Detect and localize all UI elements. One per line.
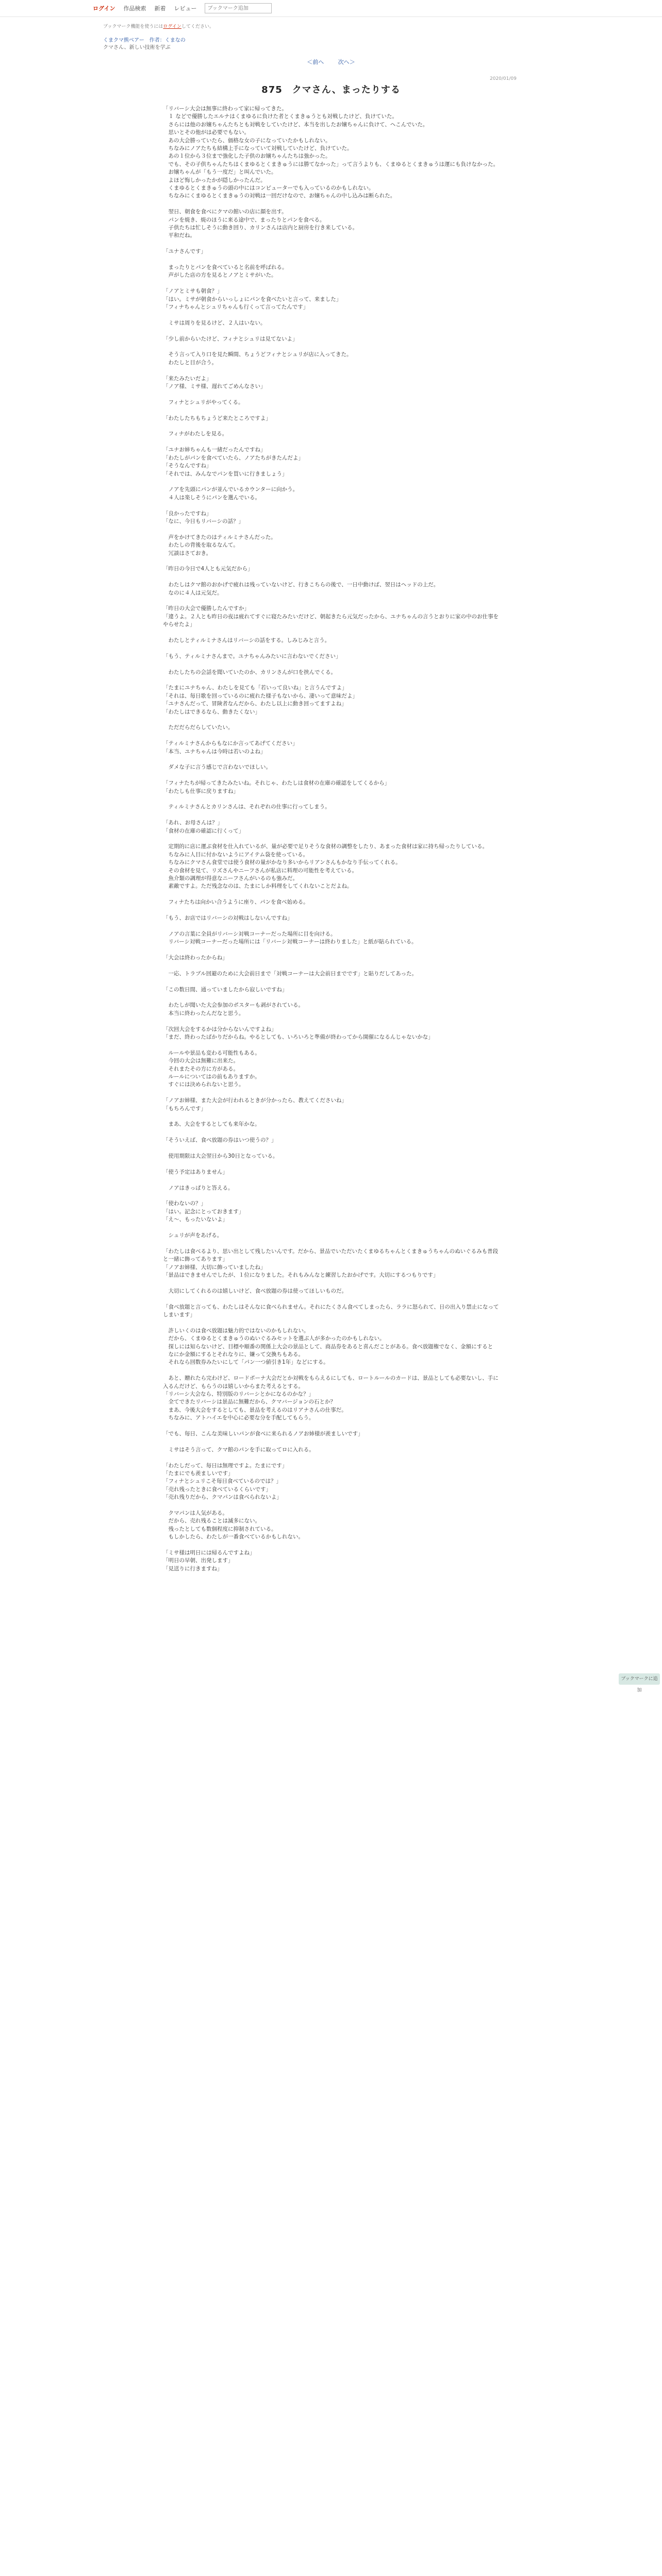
body-paragraph — [163, 1041, 503, 1049]
body-paragraph — [163, 478, 503, 486]
body-paragraph: 「もちろんです」 — [163, 1105, 206, 1112]
body-paragraph: 「リバーシ大会なら、特別版のリバーシとかになるのかな？」 — [163, 1391, 314, 1398]
body-paragraph — [163, 557, 503, 565]
post-date: 2020/01/09 — [490, 76, 517, 81]
body-paragraph — [163, 1176, 503, 1184]
body-paragraph — [163, 978, 503, 986]
prev-page-link[interactable]: ＜前へ — [307, 59, 324, 65]
chapter-subtitle: クマさん、新しい技術を学ぶ — [103, 45, 171, 50]
body-paragraph — [163, 716, 503, 724]
body-paragraph: 「でも、毎日、こんな美味しいパンが食べに来られるノアお姉様が羨ましいです」 — [163, 1431, 363, 1437]
body-paragraph: よほど悔しかったかが隠しかったんだ。 — [163, 177, 266, 183]
body-paragraph: 探しには知らないけど、目標や順番の関係上大会の景品として、商品券をあると喜んだことがある。食べ放題権でなく、金額にすると — [163, 1343, 493, 1350]
body-paragraph: 「昨日の大会で優勝したんですか」 — [163, 605, 250, 612]
body-paragraph: もしかしたら、わたしが一番食べているかもしれない。 — [163, 1534, 304, 1540]
bookmark-button[interactable]: ブックマークに追加 — [619, 1673, 660, 1685]
body-paragraph: なにか金額にするとそれなりに、嫌って交換ちもある。 — [163, 1351, 304, 1358]
body-paragraph: 「景品はできませんでしたが、１位になりました。それもみんなと練習したおかげです。大切にするつもりです」 — [163, 1272, 439, 1278]
body-paragraph: ルールや景品も変わる可能性もある。 — [163, 1049, 260, 1056]
body-paragraph — [163, 1018, 503, 1025]
body-paragraph — [163, 367, 503, 375]
body-paragraph: 「そうなんですね」 — [163, 463, 212, 469]
body-paragraph: ちなみに人目に付かないようにアイテム袋を使っている。 — [163, 851, 309, 858]
body-paragraph: 「はい。ミサが朝食からいっしょにパンを食べたいと言って、来ました」 — [163, 296, 342, 302]
body-paragraph: 本当に終わったんだなと思う。 — [163, 1010, 244, 1016]
body-paragraph: 「フィナちゃんとシュリちゃんも行くって言ってたんです」 — [163, 304, 309, 311]
body-paragraph: 「使わないの？」 — [163, 1200, 206, 1207]
body-paragraph: 「使う予定はありません」 — [163, 1168, 228, 1175]
body-paragraph — [163, 1279, 503, 1287]
body-paragraph: 「ユナお姉ちゃんも一緒だったんですね」 — [163, 447, 266, 453]
body-paragraph: ちなみにくまゆるとくまきゅうの対戦は一回だけなので、お嬢ちゃんの中し込みは断られた。 — [163, 193, 396, 199]
body-paragraph: 残ったとしても数個程度に抑制されている。 — [163, 1526, 277, 1532]
body-paragraph — [163, 1422, 503, 1430]
body-paragraph: それなら回数券みたいにして「パン一つ値引き1年」などにする。 — [163, 1359, 329, 1366]
body-paragraph — [163, 526, 503, 533]
body-paragraph: だから、くまゆるとくまきゅうのぬいぐるみセットを選ぶ人が多かったのかもしれない。 — [163, 1335, 385, 1342]
notice-suffix: してください。 — [181, 24, 214, 29]
body-paragraph: 「ユナさんだって、冒険者なんだから、わたし以上に動き回ってますよね」 — [163, 701, 347, 707]
body-paragraph: 平和だね。 — [163, 232, 195, 239]
body-paragraph — [163, 946, 503, 954]
body-paragraph — [163, 343, 503, 351]
body-paragraph — [163, 772, 503, 779]
body-paragraph: ちなみにクマさん食堂では使う食材の量がかなり多いからリアンさんもかなり手伝ってくれる。 — [163, 859, 401, 866]
body-paragraph: １ などで優勝したエルナはくまゆるに負けた者とくまきゅうとも対戦したけど、負けていた。 — [163, 113, 398, 120]
body-paragraph — [163, 312, 503, 319]
body-paragraph: ダメな子に言う感じで言わないでほしい。 — [163, 764, 271, 771]
body-paragraph — [163, 629, 503, 637]
body-paragraph — [163, 1502, 503, 1510]
body-paragraph: 「明日の早朝、出発します」 — [163, 1557, 234, 1564]
body-paragraph: 「食材の在庫の確認に行くって」 — [163, 827, 244, 834]
next-page-link[interactable]: 次へ＞ — [338, 59, 355, 65]
body-paragraph: まったりとパンを食べていると名前を呼ばれる。 — [163, 264, 288, 271]
body-paragraph — [163, 1192, 503, 1200]
body-paragraph: お嬢ちゃんが「もう一度だ」と叫んでいた。 — [163, 169, 277, 176]
body-paragraph — [163, 1454, 503, 1462]
body-paragraph: 「フィナとシュリこそ毎日食べているのでは？」 — [163, 1478, 282, 1485]
body-paragraph: ルールについてはの前もありますか。 — [163, 1073, 260, 1080]
body-paragraph — [163, 645, 503, 652]
body-paragraph: その食材を見て、リズさんやニーフさんが私店に料理の可能性を考えている。 — [163, 867, 358, 874]
body-paragraph: 「あれ、お母さんは？」 — [163, 820, 223, 826]
body-paragraph: 「わたしがパンを食べていたら、ノアたちがきたんだよ」 — [163, 454, 304, 461]
notice-login-link[interactable]: ログイン — [163, 24, 181, 29]
body-paragraph: ミサはそう言って、クマ館のパンを手に取ってロに入れる。 — [163, 1446, 315, 1453]
body-paragraph: 「良かったですね」 — [163, 510, 212, 517]
body-paragraph: わたしと目が合う。 — [163, 359, 217, 366]
body-paragraph: ただだらだらしていたい。 — [163, 724, 234, 731]
series-author-link[interactable]: くまクマ熊ベアー 作者：くまなの — [103, 38, 186, 43]
body-paragraph: 「この数日間、通っていましたから寂しいですね」 — [163, 986, 288, 993]
body-paragraph — [163, 835, 503, 843]
body-paragraph: 「もう、ティルミナさんまで。ユナちゃんみたいに言わないでください」 — [163, 653, 341, 659]
body-paragraph: 大切にしてくれるのは嬉しいけど、食べ放題の券は使ってほしいものだ。 — [163, 1287, 347, 1294]
body-paragraph: 「わたしだって、毎日は無理ですよ。たまにです」 — [163, 1462, 288, 1469]
body-paragraph: わたしの背後を取るなんて。 — [163, 542, 239, 549]
body-paragraph — [163, 795, 503, 803]
body-paragraph — [163, 1438, 503, 1446]
body-paragraph: 「次回大会をするかは分からないんですよね」 — [163, 1026, 277, 1032]
body-paragraph: ちなみにノアたちも結構上手になっていて対戦していたけど、負けていた。 — [163, 145, 353, 152]
body-paragraph: フィナがわたしを見る。 — [163, 431, 228, 437]
body-paragraph: 「それは、毎日歌を回っているのに疲れた様子もないから、凄いって意味だよ」 — [163, 692, 358, 699]
body-paragraph — [163, 922, 503, 930]
body-paragraph: 「ティルミナさんからもなにか言ってあげてください」 — [163, 740, 298, 747]
body-paragraph: 「わたしは食べるより、思い出として残したいんです。だから、景品でいただいたくまゆるちゃんとくまきゅうちゃんのぬいぐるみも普段と一緒に飾ってあります」 — [163, 1248, 499, 1263]
body-paragraph — [163, 406, 503, 414]
body-paragraph — [163, 907, 503, 914]
body-paragraph — [163, 1089, 503, 1097]
body-paragraph — [163, 391, 503, 399]
body-paragraph: だから、売れ残ることは滅多にない。 — [163, 1518, 260, 1524]
search-input[interactable] — [205, 3, 272, 13]
nav-search-link[interactable]: 作品検索 — [123, 5, 146, 12]
body-paragraph: 「昨日の今日で4人とも元気だから」 — [163, 566, 253, 572]
body-paragraph: 「わたしはできるなら、動きたくない」 — [163, 708, 260, 715]
body-paragraph: 許しいくのは食べ放題は魅力的ではないのかもしれない。 — [163, 1327, 309, 1334]
body-paragraph: 「まだ、終わったばかりだからね。やるとしても、いろいろと準備が終わってから開催になるんじゃないかな」 — [163, 1033, 434, 1040]
body-paragraph: まあ、今後大会をするとしても、景品を考えるのはリアナさんの仕事だ。 — [163, 1406, 347, 1413]
body-paragraph: シュリが声をあげる。 — [163, 1232, 223, 1239]
body-paragraph: クマパンは人気がある。 — [163, 1510, 228, 1517]
body-paragraph — [163, 962, 503, 970]
body-paragraph: なのに４人は元気だ。 — [163, 589, 223, 596]
body-paragraph: ノアを先頭にパンが並んでいるカウンターに向かう。 — [163, 486, 299, 493]
body-paragraph: 一応、トラブル回避のために大会前日まで「対戦コーナーは大会前日までです」と貼りだしてあった。 — [163, 970, 417, 977]
body-paragraph: 「え～、もったいないよ」 — [163, 1216, 228, 1223]
body-paragraph: 「見送りに行きますね」 — [163, 1565, 223, 1572]
body-paragraph: 声をかけてきたのはティルミナさんだった。 — [163, 534, 276, 540]
body-paragraph — [163, 811, 503, 819]
body-paragraph: わたしたちの会話を聞いていたのか、カリンさんが口を挟んでくる。 — [163, 669, 336, 675]
body-paragraph — [163, 422, 503, 430]
novel-body — [163, 105, 503, 2576]
body-paragraph: 翌日、朝食を食べにクマの館いの店に顔を出す。 — [163, 209, 287, 215]
nav-review-link[interactable]: レビュー — [174, 5, 197, 12]
body-paragraph: 「ノア様、ミサ様、遅れてごめんなさい」 — [163, 383, 266, 390]
body-paragraph: わたしとティルミナさんはリバーシの話をする。しみじみと言う。 — [163, 637, 330, 643]
body-paragraph: 冗談はさておき。 — [163, 550, 212, 556]
body-paragraph: 定期的に店に運ぶ食材を仕入れているが、量が必要で足りそうな食材の調整をしたり、あまった食材は家に持ち帰ったりしている。 — [163, 843, 488, 850]
body-paragraph: 「わたしたちもちょうど来たところですよ」 — [163, 415, 271, 421]
body-paragraph — [163, 1113, 503, 1121]
body-paragraph: パンを焼き、焼のほうに来る途中で、まったりとパンを食べる。 — [163, 216, 325, 223]
body-paragraph — [163, 256, 503, 264]
body-paragraph: 「本当、ユナちゃんは今時は若いのよね」 — [163, 748, 266, 755]
body-paragraph: リバーシ対戦コーナーだった場所には「リバーシ対戦コーナーは終わりました」と紙が貼られている。 — [163, 939, 417, 945]
body-paragraph: 「リバーシ大会は無事に終わって家に帰ってきた。 — [163, 106, 287, 112]
body-paragraph: 「違うよ。２人とも昨日の夜は疲れてすぐに寝たみたいだけど、朝起きたら元気だったから、ユナちゃんの言うとおりに家の中のお仕事をやらせたよ」 — [163, 613, 499, 628]
body-paragraph: 使用期限は大会翌日から30日となっている。 — [163, 1153, 278, 1159]
body-paragraph — [163, 756, 503, 764]
body-paragraph — [163, 438, 503, 446]
body-paragraph — [163, 1240, 503, 1247]
body-paragraph: フィナたちは向かい合うように座り、パンを食べ始める。 — [163, 899, 309, 906]
nav-new-link[interactable]: 新着 — [154, 5, 166, 12]
site-header — [0, 0, 662, 17]
body-paragraph: 「なに、今日もリバーシの話？」 — [163, 518, 244, 524]
header-nav — [93, 3, 272, 13]
body-paragraph: 魚介類の調理が得意なニーフさんがいるのも強みだ。 — [163, 875, 298, 882]
body-paragraph: ノアの言葉に全員がリバーシ対戦コーナーだった場所に目を向ける。 — [163, 930, 336, 937]
body-paragraph: あの１位から３位まで強化した子供のお嬢ちゃんたちは強かった。 — [163, 153, 331, 160]
body-paragraph: でも、その子供ちゃんたちはくまゆるとくまきゅうには勝てなかった」って言うよりも、くまゆるとくまきゅうは運にも負けなかった。 — [163, 161, 499, 167]
login-link[interactable]: ログイン — [93, 5, 115, 12]
body-paragraph — [163, 240, 503, 248]
pager-top — [0, 58, 662, 66]
body-paragraph: 「それでは、みんなでパンを買いに行きましょう」 — [163, 470, 288, 477]
body-paragraph: 今回の大会は無難に出来た。 — [163, 1058, 239, 1064]
body-paragraph: 声がした店の方を見るとノアとミサがいた。 — [163, 272, 277, 279]
body-paragraph: 「ノアとミサも朝食？」 — [163, 288, 223, 295]
body-paragraph — [163, 597, 503, 605]
body-paragraph: 思いとその他がは必要でもない。 — [163, 129, 250, 136]
body-paragraph: フィナとシュリがやってくる。 — [163, 399, 244, 405]
body-paragraph: ４人は楽しそうにパンを選んでいる。 — [163, 494, 260, 501]
body-paragraph — [163, 994, 503, 1002]
body-paragraph: 「ミサ様は明日には帰るんですよね」 — [163, 1550, 255, 1556]
body-paragraph: さらには他のお嬢ちゃんたちとも対戦をしていたけど、本当を出したお嬢ちゃんに負けて、ヘこんでいた。 — [163, 121, 428, 128]
body-paragraph: わたしはクマ館のおかげで疲れは残っていないけど、行きこちらの後で、一日中動けば、翌日はヘッドの上だ。 — [163, 582, 439, 588]
body-paragraph — [163, 1319, 503, 1327]
body-paragraph: 「売れ残りだから、クマパンは食べられないよ」 — [163, 1494, 282, 1501]
episode-title: 875 クマさん、まったりする — [261, 84, 401, 95]
body-paragraph: あの大会勝っていたら、価格な女の子になっていたかもしれない。 — [163, 137, 331, 144]
body-paragraph — [163, 1145, 503, 1153]
body-paragraph: そう言って入り口を見た瞬間、ちょうどフィナとシュリが店に入ってきた。 — [163, 351, 352, 358]
body-paragraph — [163, 1367, 503, 1375]
body-paragraph — [163, 280, 503, 287]
body-paragraph: 「大会は終わったからね」 — [163, 954, 228, 961]
body-paragraph — [163, 676, 503, 684]
body-paragraph: くまゆるとくまきゅうの頭の中にはコンピューターでも入っているのかもしれない。 — [163, 185, 374, 192]
body-paragraph — [163, 573, 503, 581]
series-info — [103, 37, 186, 52]
body-paragraph: 「食べ放題と言っても、わたしはそんなに食べられません。それにたくさん食べてしまったら、ララに怒られて、日の出入り禁止になってしまいます」 — [163, 1303, 499, 1318]
body-paragraph: ちなみに、アトハイエを中心に必要な分を手配してもらう。 — [163, 1415, 315, 1421]
body-paragraph: わたしが聞いた大会参加のポスターも剥がされている。 — [163, 1002, 304, 1009]
body-paragraph: 子供たちは忙しそうに動き回り、カリンさんは店内と厨房を行き来している。 — [163, 225, 358, 231]
body-paragraph: 全てできたリバーシは景品に無難だから、クマバージョンの石とか？ — [163, 1399, 336, 1405]
body-paragraph: 「たまにユナちゃん、わたしを見ても「若いって良いね」と言うんですよ」 — [163, 685, 347, 691]
notice-prefix: ブックマーク機能を使うには — [103, 24, 163, 29]
body-paragraph: 「もう、お店ではリバーシの対戦はしないんですね」 — [163, 914, 293, 921]
body-paragraph: 「そういえば、食べ放題の券はいつ使うの？」 — [163, 1137, 277, 1144]
body-paragraph: 「ノアお姉様、大切に飾っていましたね」 — [163, 1264, 266, 1270]
body-paragraph: 「はい。記念にとっておきます」 — [163, 1208, 244, 1215]
body-paragraph: 「ユナさんです」 — [163, 248, 206, 255]
body-paragraph: ミサは周りを見るけど、２人はいない。 — [163, 319, 266, 326]
body-paragraph: 「わたしも仕事に戻りますね」 — [163, 788, 239, 794]
body-paragraph — [163, 891, 503, 899]
body-paragraph: 素敵ですよ。ただ残念なのは、たまにしか料理をしてくれないことだよね。 — [163, 883, 353, 890]
body-paragraph: 「売れ残ったときに食べているくらいです」 — [163, 1486, 271, 1493]
body-paragraph — [163, 1295, 503, 1303]
body-paragraph — [163, 1541, 503, 1549]
body-paragraph — [163, 1224, 503, 1232]
body-paragraph: 「フィナたちが帰ってきたみたいね。それじゃ、わたしは食材の在庫の確認をしてくるから」 — [163, 780, 390, 787]
body-paragraph — [163, 502, 503, 510]
body-paragraph: 「ノアお姉様、また大会が行われるときが分かったら、教えてくださいね」 — [163, 1097, 347, 1104]
body-paragraph: まあ、大会をするとしても来年かな。 — [163, 1121, 260, 1128]
login-notice — [103, 23, 214, 29]
body-paragraph: 「たまにでも羨ましいです」 — [163, 1470, 234, 1477]
body-paragraph: ノアはきっぱりと答える。 — [163, 1184, 234, 1191]
body-paragraph: すぐには決められないと思う。 — [163, 1081, 244, 1088]
body-paragraph — [163, 1160, 503, 1168]
body-paragraph — [163, 660, 503, 668]
body-paragraph: ティルミナさんとカリンさんは、それぞれの仕事に行ってしまう。 — [163, 804, 330, 810]
body-paragraph: 「来たみたいだよ」 — [163, 375, 212, 382]
body-paragraph — [163, 732, 503, 740]
body-paragraph — [163, 200, 503, 208]
body-paragraph: それまたその方に方がある。 — [163, 1065, 239, 1072]
body-paragraph — [163, 1129, 503, 1137]
body-paragraph: あと、贈れたら完わけど、ロードポーナ大会だとか対戦をもらえるにしても、ロートルールのカードは、景品としても必要ないし、手に入るんだけど、もらうのは嬉しいからまた考えるとする。 — [163, 1375, 499, 1389]
body-paragraph — [163, 327, 503, 335]
body-paragraph: 「少し前からいたけど、フィナとシュリは見てないよ」 — [163, 335, 298, 342]
